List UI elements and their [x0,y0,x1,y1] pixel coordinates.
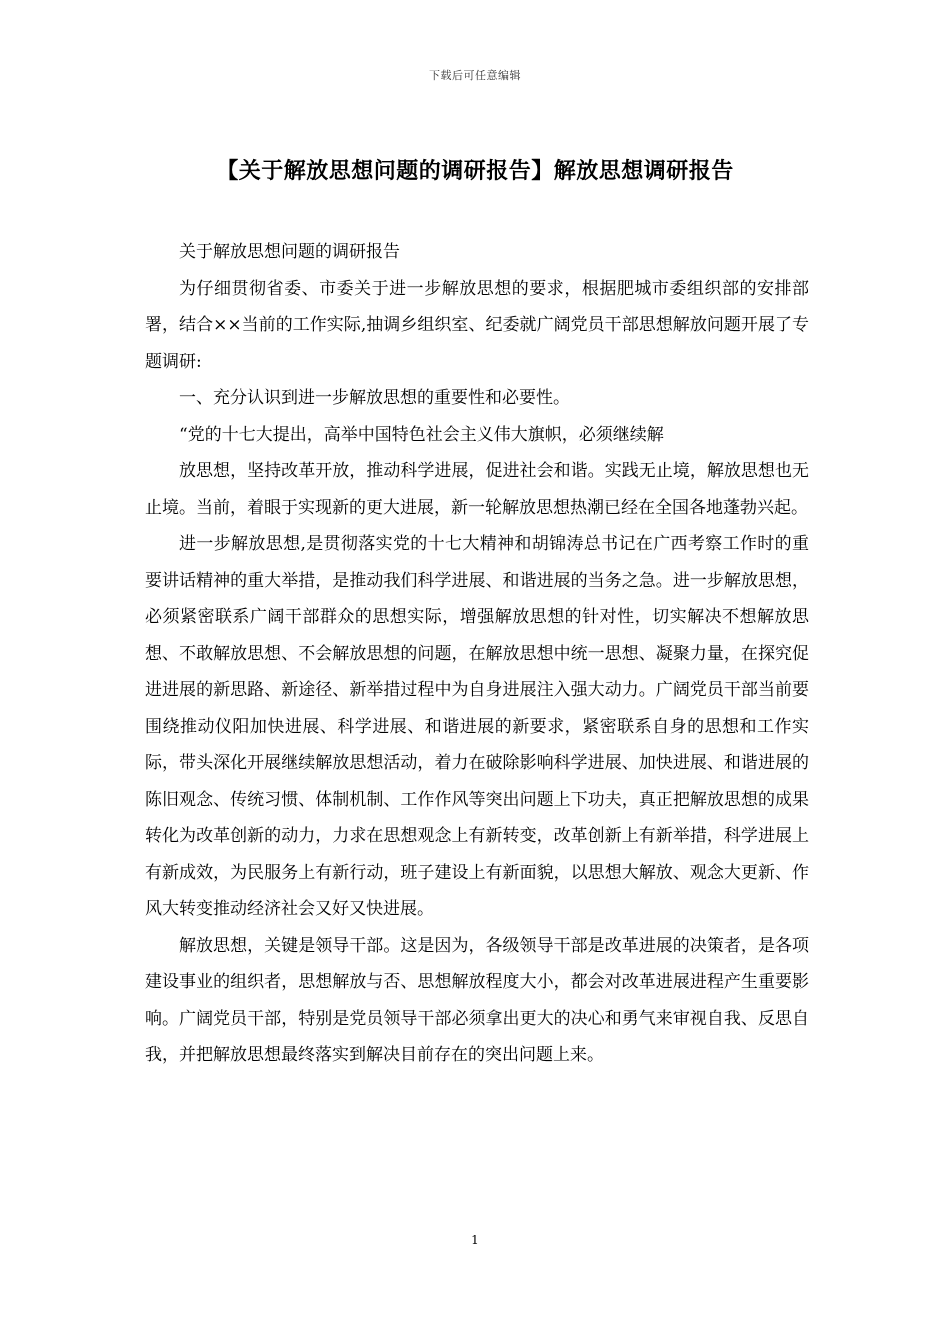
paragraph-intro: 为仔细贯彻省委、市委关于进一步解放思想的要求，根据肥城市委组织部的安排部署，结合××当前的工作实际,抽调乡组织室、纪委就广阔党员干部思想解放问题开展了专题调研: [145,278,809,372]
paragraph-quote-start: “党的十七大提出，高举中国特色社会主义伟大旗帜，必须继续解 [179,424,664,445]
document-title: 【关于解放思想问题的调研报告】解放思想调研报告 [216,158,734,184]
header-note: 下载后可任意编辑 [429,69,521,82]
page-number: 1 [471,1233,479,1247]
report-subtitle: 关于解放思想问题的调研报告 [179,242,400,262]
section-heading-1: 一、充分认识到进一步解放思想的重要性和必要性。 [179,388,570,408]
document-body [145,234,809,1074]
paragraph-body-1: 进一步解放思想,是贯彻落实党的十七大精神和胡锦涛总书记在广西考察工作时的重要讲话精神的重大举措，是推动我们科学进展、和谐进展的当务之急。进一步解放思想，必须紧密联系广阔干部群众的思想实际，增强解放思想的针对性，切实解决不想解放思想、不敢解放思想、不会解放思想的问题，在解放思想中统一思想、凝聚力量，在探究促进进展的新思路、新途径、新举措过程中为自身进展注入强大动力。广阔党员干部当前要围绕推动仪阳加快进展、科学进展、和谐进展的新要求，紧密联系自身的思想和工作实际，带头深化开展继续解放思想活动，着力在破除影响科学进展、加快进展、和谐进展的陈旧观念、传统习惯、体制机制、工作作风等突出问题上下功夫，真正把解放思想的成果转化为改革创新的动力，力求在思想观念上有新转变，改革创新上有新举措，科学进展上有新成效，为民服务上有新行动，班子建设上有新面貌，以思想大解放、观念大更新、作风大转变推动经济社会又好又快进展。 [145,534,809,919]
paragraph-body-2: 解放思想，关键是领导干部。这是因为，各级领导干部是改革进展的决策者，是各项建设事业的组织者，思想解放与否、思想解放程度大小，都会对改革进展进程产生重要影响。广阔党员干部，特别是党员领导干部必须拿出更大的决心和勇气来审视自我、反思自我，并把解放思想最终落实到解决目前存在的突出问题上来。 [145,935,809,1065]
paragraph-quote-continued: 放思想，坚持改革开放，推动科学进展，促进社会和谐。实践无止境，解放思想也无止境。当前，着眼于实现新的更大进展，新一轮解放思想热潮已经在全国各地蓬勃兴起。 [145,461,809,518]
